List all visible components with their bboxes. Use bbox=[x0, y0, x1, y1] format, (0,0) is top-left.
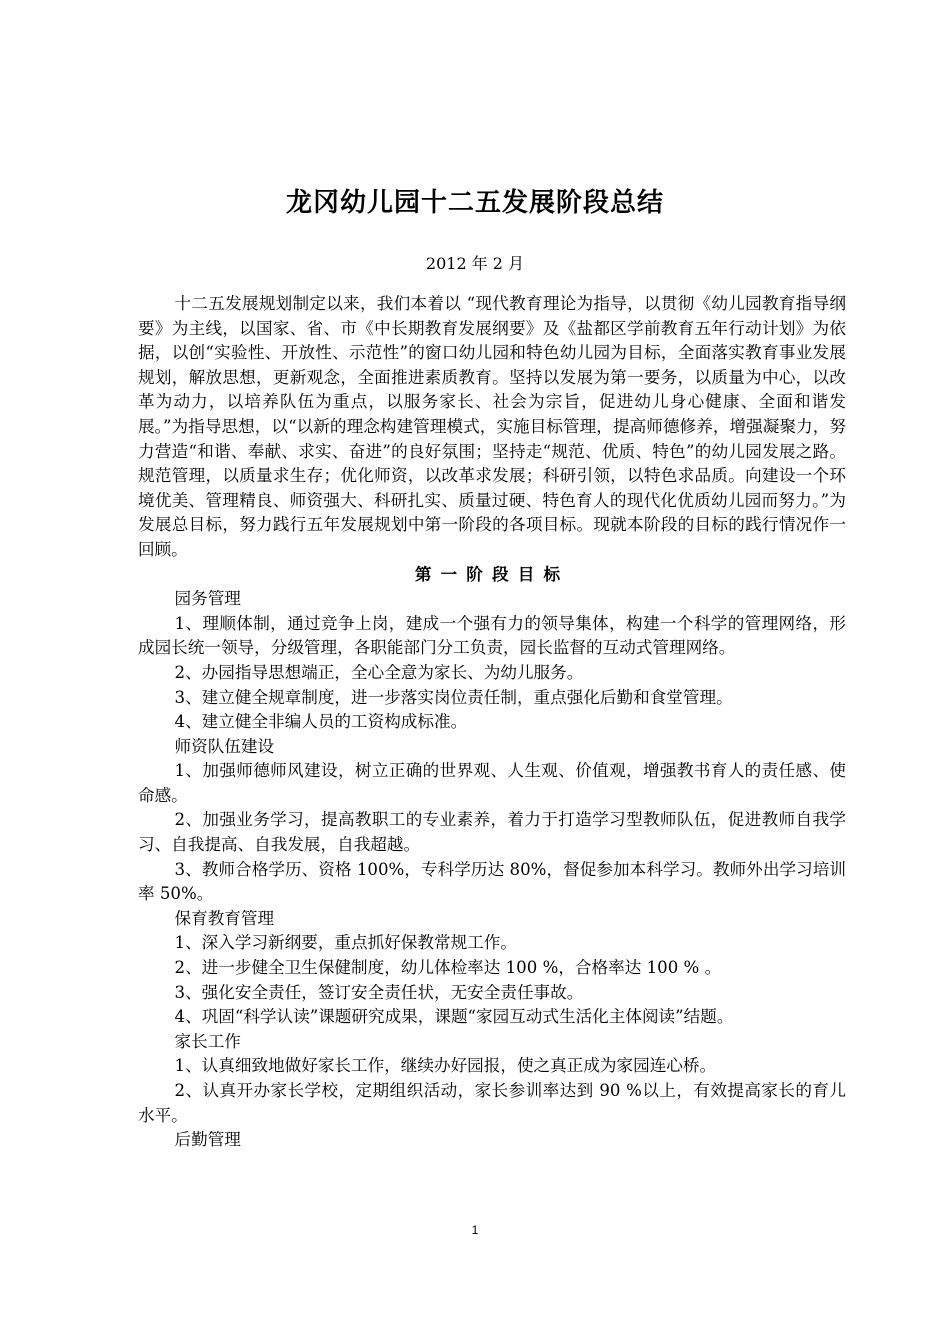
garden-management-heading: 园务管理 bbox=[174, 589, 241, 609]
logistics-heading: 后勤管理 bbox=[174, 1130, 241, 1150]
care-education-item: 2、进一步健全卫生保健制度，幼儿体检率达 100 %，合格率达 100 % 。 bbox=[174, 958, 722, 978]
teacher-team-item: 2、加强业务学习，提高教职工的专业素养，着力于打造学习型教师队伍，促进教师自我学习、自我提高、自我发展，自我超越。 bbox=[138, 810, 846, 855]
garden-management-item: 2、办园指导思想端正，全心全意为家长、为幼儿服务。 bbox=[174, 662, 584, 682]
care-education-heading: 保育教育管理 bbox=[174, 908, 275, 928]
intro-paragraph: 十二五发展规划制定以来，我们本着以 “现代教育理论为指导，以贯彻《幼儿园教育指导纲要》为主线，以国家、省、市《中长期教育发展纲要》及《盐都区学前教育五年行动计划》为依据，以创“实验性、开放性、示范性”的窗口幼儿园和特色幼儿园为目标，全面落实教育事业发展规划，解放思想，更新观念，全面推进素质教育。坚持以发展为第一要务，以质量为中心，以改革为动力，以培养队伍为重点，以服务家长、社会为宗旨，促进幼儿身心健康、全面和谐发展。”为指导思想，以“以新的理念构建管理模式，实施目标管理，提高师德修养，增强凝聚力，努力营造“和谐、奉献、求实、奋进”的良好氛围；坚持走“规范、优质、特色”的幼儿园发展之路。规范管理，以质量求生存；优化师资，以改革求发展；科研引领，以特色求品质。向建设一个环境优美、管理精良、师资强大、科研扎实、质量过硬、特色育人的现代化优质幼儿园而努力。”为发展总目标，努力践行五年发展规划中第一阶段的各项目标。现就本阶段的目标的践行情况作一回顾。 bbox=[138, 294, 846, 559]
care-education-item: 1、深入学习新纲要，重点抓好保教常规工作。 bbox=[174, 933, 517, 953]
document-date: 2012 年 2 月 bbox=[425, 254, 525, 273]
garden-management-item: 3、建立健全规章制度，进一步落实岗位责任制，重点强化后勤和食堂管理。 bbox=[174, 687, 733, 707]
teacher-team-heading: 师资队伍建设 bbox=[174, 736, 275, 756]
parent-work-item: 1、认真细致地做好家长工作，继续办好园报，使之真正成为家园连心桥。 bbox=[174, 1056, 717, 1076]
garden-management-item: 1、理顺体制，通过竞争上岗，建成一个强有力的领导集体，构建一个科学的管理网络，形成园长统一领导，分级管理，各职能部门分工负责，园长监督的互动式管理网络。 bbox=[138, 613, 846, 658]
care-education-item: 4、巩固“科学认读”课题研究成果，课题“家园互动式生活化主体阅读”结题。 bbox=[174, 1007, 734, 1027]
garden-management-item: 4、建立健全非编人员的工资构成标准。 bbox=[174, 712, 468, 732]
teacher-team-item: 1、加强师德师风建设，树立正确的世界观、人生观、价值观，增强教书育人的责任感、使命感。 bbox=[138, 761, 846, 805]
teacher-team-item: 3、教师合格学历、资格 100%，专科学历达 80%，督促参加本科学习。教师外出学习培训率 50%。 bbox=[138, 859, 846, 904]
parent-work-item: 2、认真开办家长学校，定期组织活动，家长参训率达到 90 %以上，有效提高家长的育儿水平。 bbox=[138, 1081, 846, 1125]
care-education-item: 3、强化安全责任，签订安全责任状，无安全责任事故。 bbox=[174, 982, 584, 1002]
section-title: 第一阶段目标 bbox=[414, 564, 570, 584]
parent-work-heading: 家长工作 bbox=[174, 1031, 241, 1051]
document-title: 龙冈幼儿园十二五发展阶段总结 bbox=[285, 188, 664, 218]
document-body bbox=[138, 292, 846, 1153]
page-number: 1 bbox=[471, 1223, 479, 1237]
